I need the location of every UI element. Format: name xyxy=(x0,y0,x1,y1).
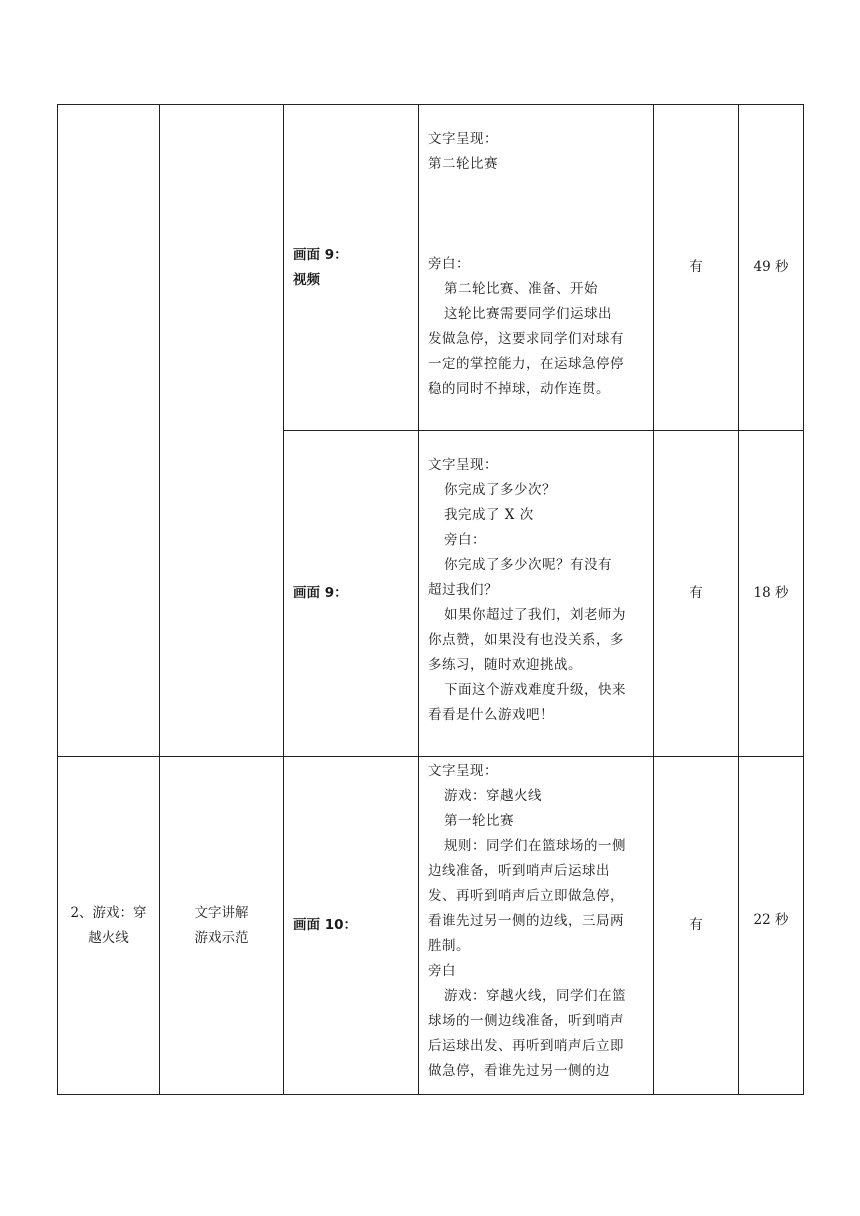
content-line: 你完成了多少次？ xyxy=(444,482,556,498)
section-title: 越火线 xyxy=(88,929,129,946)
content-cell xyxy=(419,105,654,431)
narration-heading: 旁白： xyxy=(428,256,470,272)
content-line: 旁白 xyxy=(428,963,456,979)
content-line: 边线准备，听到哨声后运球出 xyxy=(428,863,610,879)
content-line: 下面这个游戏难度升级，快来 xyxy=(444,682,626,698)
scene-label: 画面 9： xyxy=(293,585,348,601)
duration-cell: 22 秒 xyxy=(739,757,804,1095)
content-line: 旁白： xyxy=(444,532,486,548)
content-cell xyxy=(419,431,654,757)
has-cell: 有 xyxy=(654,757,739,1095)
content-line: 后运球出发、再听到哨声后立即 xyxy=(428,1038,624,1054)
duration-cell: 49 秒 xyxy=(739,105,804,431)
content-line: 如果你超过了我们，刘老师为 xyxy=(444,607,626,623)
content-line: 文字呈现： xyxy=(428,763,498,779)
content-line: 多练习，随时欢迎挑战。 xyxy=(428,657,582,673)
scene-cell xyxy=(284,431,419,757)
content-line: 看看是什么游戏吧！ xyxy=(428,707,554,723)
content-line: 球场的一侧边线准备，听到哨声 xyxy=(428,1013,624,1029)
narration-line: 第二轮比赛、准备、开始 xyxy=(444,281,598,297)
content-line: 发、再听到哨声后立即做急停， xyxy=(428,888,624,904)
has-cell: 有 xyxy=(654,105,739,431)
content-line: 做急停，看谁先过另一侧的边 xyxy=(428,1063,610,1079)
scene-type: 视频 xyxy=(293,271,320,288)
content-line: 文字呈现： xyxy=(428,457,498,473)
content-line: 胜制。 xyxy=(428,938,470,954)
text-heading: 文字呈现： xyxy=(428,131,498,147)
section-cell xyxy=(58,757,160,1095)
duration-cell: 18 秒 xyxy=(739,431,804,757)
text-line: 第二轮比赛 xyxy=(428,156,498,172)
narration-line: 这轮比赛需要同学们运球出 xyxy=(444,306,612,322)
lesson-script-table xyxy=(57,104,804,1095)
content-cell xyxy=(419,757,654,1095)
method-cell-empty xyxy=(160,105,284,757)
scene-cell xyxy=(284,757,419,1095)
narration-line: 稳的同时不掉球，动作连贯。 xyxy=(428,381,610,397)
content-line: 你点赞，如果没有也没关系，多 xyxy=(428,632,624,648)
content-line: 你完成了多少次呢？有没有 xyxy=(444,557,612,573)
section-cell-empty xyxy=(58,105,160,757)
narration-line: 发做急停，这要求同学们对球有 xyxy=(428,331,624,347)
method-cell xyxy=(160,757,284,1095)
scene-label: 画面 10： xyxy=(293,917,357,933)
scene-label: 画面 9： xyxy=(293,246,348,263)
narration-line: 一定的掌控能力，在运球急停停 xyxy=(428,356,624,372)
table-row xyxy=(58,757,804,1095)
content-line: 游戏：穿越火线 xyxy=(444,788,542,804)
scene-cell xyxy=(284,105,419,431)
content-line: 超过我们？ xyxy=(428,582,498,598)
method-line: 文字讲解 xyxy=(194,904,249,921)
method-line: 游戏示范 xyxy=(194,929,249,946)
content-line: 看谁先过另一侧的边线，三局两 xyxy=(428,913,624,929)
table-row xyxy=(58,105,804,431)
section-title: 2、游戏：穿 xyxy=(70,904,147,921)
content-line: 第一轮比赛 xyxy=(444,813,514,829)
content-line: 规则：同学们在篮球场的一侧 xyxy=(444,838,626,854)
content-line: 我完成了 X 次 xyxy=(444,507,534,523)
content-line: 游戏：穿越火线，同学们在篮 xyxy=(444,988,626,1004)
has-cell: 有 xyxy=(654,431,739,757)
